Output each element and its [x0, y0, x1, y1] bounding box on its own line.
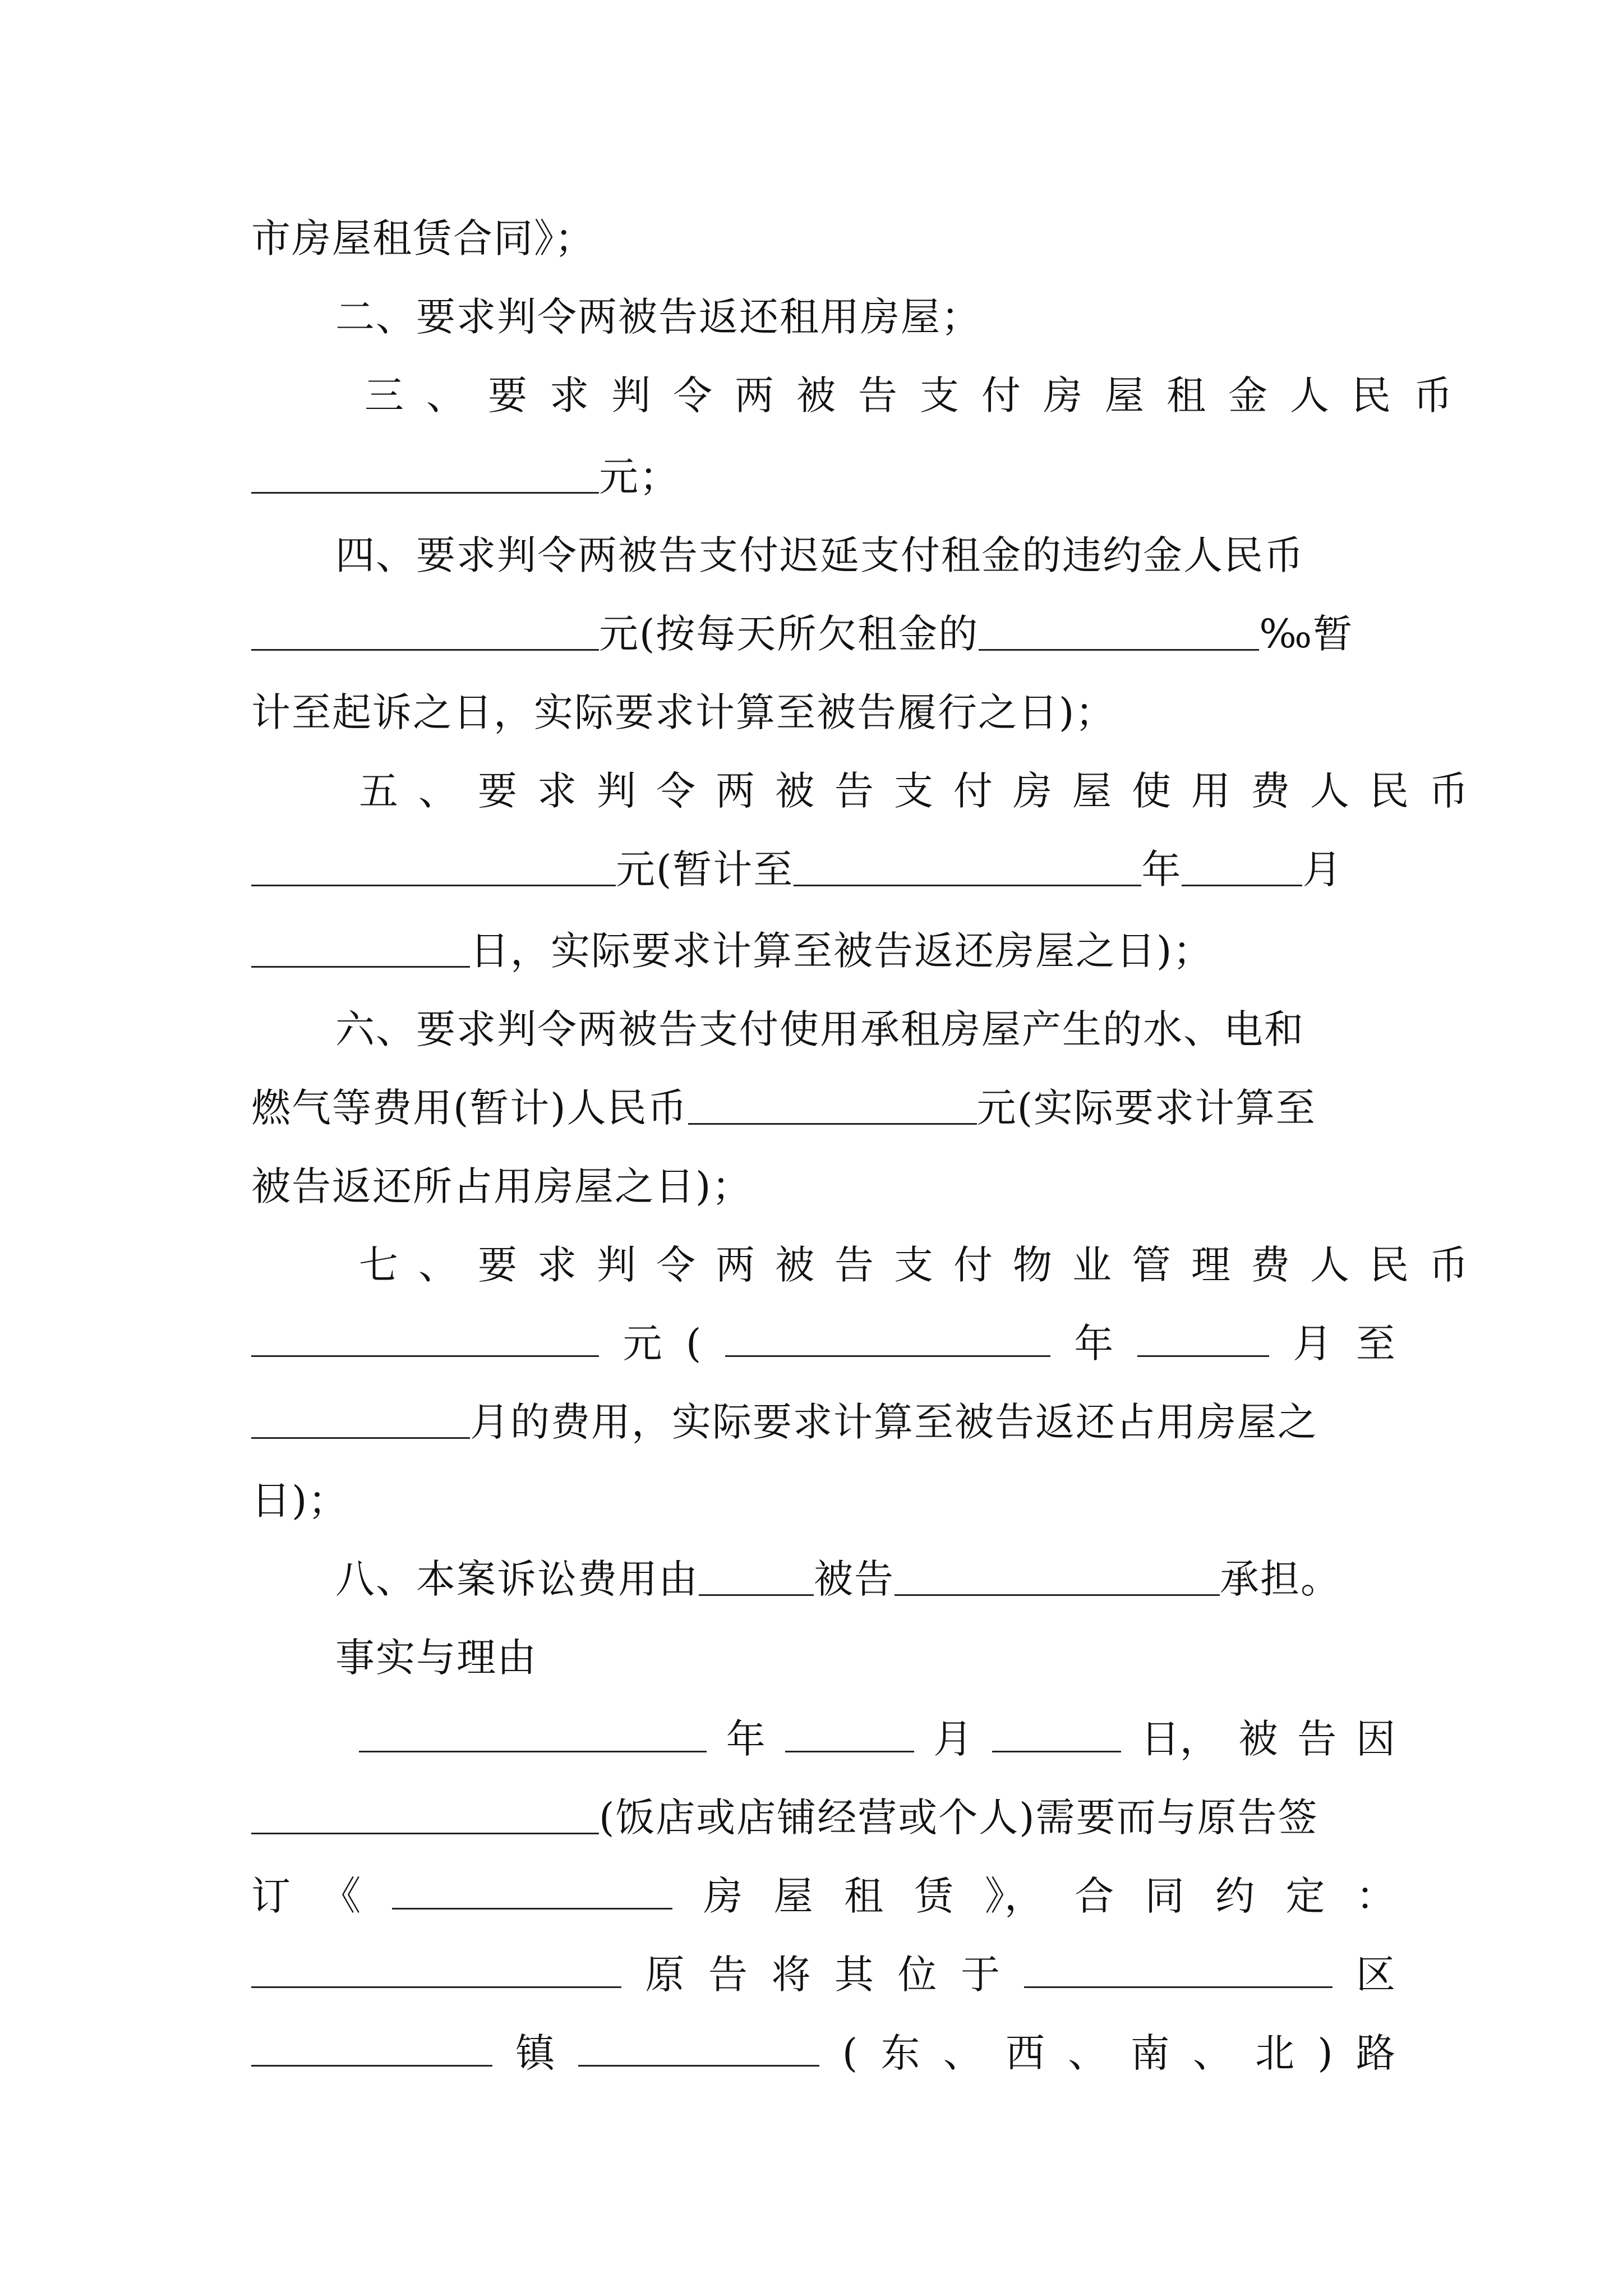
- blank-field[interactable]: [251, 610, 599, 651]
- paragraph-text: 市房屋租赁合同》；: [251, 215, 595, 261]
- paragraph-text: 告: [708, 1952, 748, 1998]
- blank-field[interactable]: [992, 1711, 1121, 1752]
- text-line: [251, 1313, 1395, 1374]
- text-line: [251, 208, 1395, 269]
- paragraph-text: 合: [1075, 1873, 1114, 1919]
- section-heading: [335, 1627, 1395, 1688]
- text-line: [251, 1787, 1395, 1848]
- paragraph-text: 月: [1293, 1320, 1332, 1366]
- paragraph-text: 被告返还所占用房屋之日)；: [251, 1163, 753, 1209]
- paragraph-text: 路: [1356, 2030, 1395, 2076]
- paragraph-text: 月: [1302, 846, 1343, 892]
- blank-field[interactable]: [359, 1711, 707, 1752]
- paragraph-text: 赁: [914, 1873, 954, 1919]
- paragraph-text: 元(暂计至: [616, 846, 794, 892]
- paragraph-text: 镇: [515, 2030, 555, 2076]
- blank-field[interactable]: [251, 1947, 621, 1988]
- paragraph-text: 南: [1130, 2030, 1170, 2076]
- paragraph-text: 西: [1006, 2030, 1045, 2076]
- blank-field[interactable]: [979, 610, 1259, 651]
- paragraph-text: 二、要求判令两被告返还租用房屋；: [335, 294, 981, 340]
- paragraph-text: 区: [1356, 1952, 1395, 1998]
- paragraph-text: 燃气等费用(暂计)人民币: [251, 1085, 688, 1131]
- blank-field[interactable]: [251, 1316, 599, 1357]
- paragraph-text: 日，: [1140, 1716, 1219, 1762]
- paragraph-text: 八、本案诉讼费用由: [335, 1556, 699, 1602]
- blank-field[interactable]: [785, 1711, 914, 1752]
- text-line: [251, 1156, 1395, 1217]
- blank-field[interactable]: [251, 2026, 492, 2067]
- text-line: [251, 1944, 1395, 2005]
- blank-field[interactable]: [251, 845, 616, 886]
- paragraph-text: 六、要求判令两被告支付使用承租房屋产生的水、电和: [335, 1006, 1304, 1052]
- paragraph-text: 将: [771, 1952, 811, 1998]
- blank-field[interactable]: [251, 927, 470, 968]
- blank-field[interactable]: [1137, 1316, 1269, 1357]
- paragraph-text: 五、要求判令两被告支付房屋使用费人民币: [359, 768, 1488, 814]
- text-line: [251, 920, 1395, 982]
- paragraph-text: 《: [321, 1873, 361, 1919]
- paragraph-text: 计至起诉之日，实际要求计算至被告履行之日)；: [251, 689, 1116, 735]
- paragraph-text: 、: [1192, 2030, 1232, 2076]
- paragraph-text: 七、要求判令两被告支付物业管理费人民币: [359, 1242, 1488, 1288]
- claim-item-3: [365, 365, 1475, 426]
- paragraph-text: 屋: [773, 1873, 813, 1919]
- text-line: [251, 1470, 1395, 1531]
- claim-item-8: [335, 1548, 1423, 1610]
- paragraph-text: 定: [1285, 1873, 1325, 1919]
- text-line: [251, 1077, 1395, 1139]
- paragraph-text: 日)；: [251, 1478, 349, 1524]
- paragraph-text: ：: [1355, 1873, 1395, 1919]
- text-line: [251, 2022, 1395, 2084]
- text-line: [359, 1708, 1395, 1770]
- text-line: [251, 446, 1395, 508]
- paragraph-text: 月的费用，实际要求计算至被告返还占用房屋之: [470, 1399, 1318, 1445]
- blank-field[interactable]: [251, 1793, 599, 1834]
- paragraph-text: 年: [726, 1716, 766, 1762]
- paragraph-text: 租: [844, 1873, 884, 1919]
- heading-text: 事实与理由: [335, 1635, 537, 1681]
- blank-field[interactable]: [251, 1398, 470, 1439]
- paragraph-text: 元；: [599, 454, 680, 500]
- paragraph-text: 承担。: [1220, 1556, 1341, 1602]
- paragraph-text: 同: [1145, 1873, 1184, 1919]
- paragraph-text: 订: [251, 1873, 291, 1919]
- blank-field[interactable]: [688, 1084, 977, 1125]
- paragraph-text: 原: [645, 1952, 685, 1998]
- claim-item-6: [335, 999, 1395, 1060]
- blank-field[interactable]: [251, 453, 599, 494]
- paragraph-text: 月: [933, 1716, 973, 1762]
- claim-item-2: [335, 286, 1395, 348]
- blank-field[interactable]: [794, 845, 1141, 886]
- paragraph-text: (: [686, 1320, 702, 1366]
- paragraph-text: ): [1317, 2030, 1333, 2076]
- text-line: [251, 603, 1395, 665]
- blank-field[interactable]: [895, 1555, 1220, 1596]
- paragraph-text: 房: [703, 1873, 743, 1919]
- paragraph-text: 、: [1068, 2030, 1108, 2076]
- paragraph-text: 元: [623, 1320, 662, 1366]
- paragraph-text: 三、要求判令两被告支付房屋租金人民币: [365, 372, 1475, 418]
- blank-field[interactable]: [1182, 845, 1302, 886]
- paragraph-text: 于: [961, 1952, 1000, 1998]
- blank-field[interactable]: [699, 1555, 814, 1596]
- blank-field[interactable]: [1024, 1947, 1332, 1988]
- paragraph-text: 年: [1074, 1320, 1114, 1366]
- claim-item-4: [335, 524, 1395, 586]
- claim-item-7: [359, 1234, 1488, 1296]
- paragraph-text: 北: [1255, 2030, 1295, 2076]
- text-line: [251, 1865, 1395, 1927]
- paragraph-text: ‰暂: [1259, 611, 1354, 657]
- paragraph-text: 、: [943, 2030, 983, 2076]
- text-line: [251, 1391, 1395, 1453]
- paragraph-text: 约: [1215, 1873, 1255, 1919]
- paragraph-text: 被: [1238, 1716, 1278, 1762]
- claim-item-5: [359, 760, 1488, 822]
- paragraph-text: 至: [1355, 1320, 1395, 1366]
- paragraph-text: 元(按每天所欠租金的: [599, 611, 979, 657]
- paragraph-text: 位: [897, 1952, 937, 1998]
- paragraph-text: 日，实际要求计算至被告返还房屋之日)；: [470, 928, 1214, 974]
- paragraph-text: 因: [1356, 1716, 1395, 1762]
- paragraph-text: 元(实际要求计算至: [976, 1085, 1316, 1131]
- blank-field[interactable]: [725, 1316, 1050, 1357]
- paragraph-text: 被告: [814, 1556, 895, 1602]
- paragraph-text: (饭店或店铺经营或个人)需要而与原告签: [599, 1795, 1318, 1841]
- paragraph-text: 年: [1141, 846, 1182, 892]
- paragraph-text: 告: [1297, 1716, 1337, 1762]
- paragraph-text: 东: [880, 2030, 920, 2076]
- text-line: [251, 682, 1395, 743]
- text-line: [251, 839, 1395, 900]
- paragraph-text: 》，: [984, 1873, 1044, 1919]
- paragraph-text: 其: [834, 1952, 874, 1998]
- blank-field[interactable]: [392, 1869, 672, 1910]
- blank-field[interactable]: [578, 2026, 819, 2067]
- paragraph-text: 四、要求判令两被告支付迟延支付租金的违约金人民币: [335, 532, 1304, 578]
- paragraph-text: (: [842, 2030, 858, 2076]
